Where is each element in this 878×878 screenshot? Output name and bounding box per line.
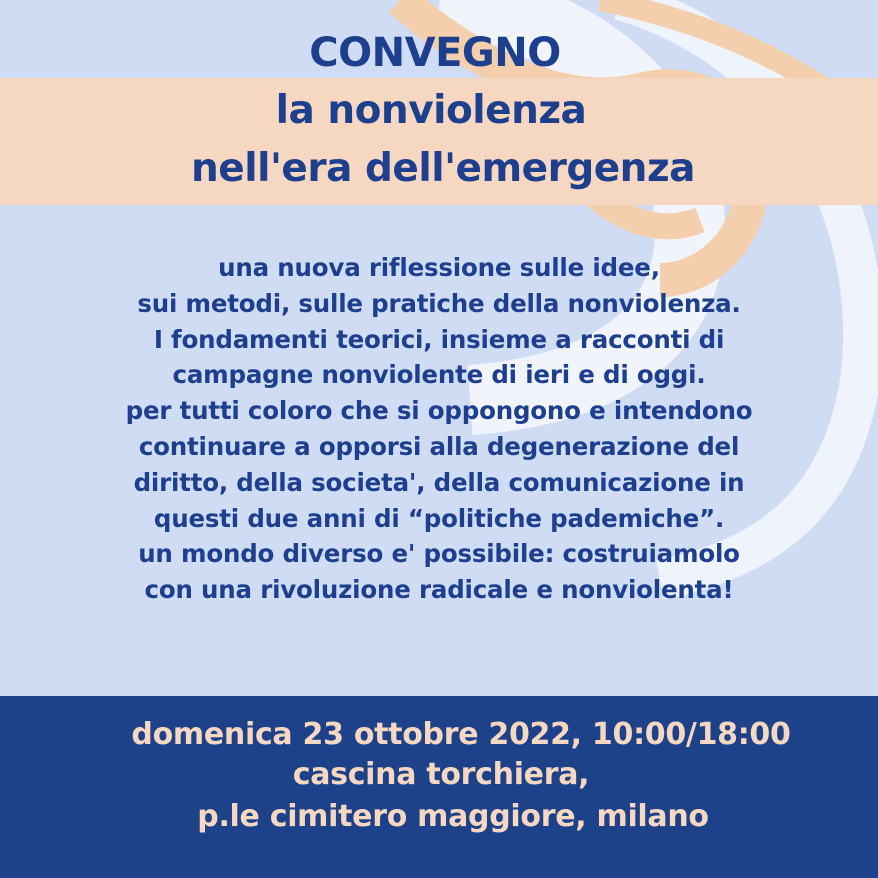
description-line: continuare a opporsi alla degenerazione del [138, 431, 740, 461]
description-line: con una rivoluzione radicale e nonviolenta! [144, 575, 734, 605]
description-line: una nuova riflessione sulle idee, [218, 253, 660, 282]
subtitle-line-1: la nonviolenza [275, 88, 587, 133]
description-line: per tutti coloro che si oppongono e intendono [125, 396, 753, 426]
event-venue: cascina torchiera, [292, 757, 590, 792]
description-line: I fondamenti teorici, insieme a racconti di [153, 324, 725, 354]
description-line: un mondo diverso e' possibile: costruiamolo [138, 539, 740, 569]
description-line: questi due anni di “politiche pademiche”. [153, 503, 725, 533]
description-line: diritto, della societa', della comunicazione in [133, 467, 745, 497]
event-heading: CONVEGNO [309, 30, 561, 76]
description-line: sui metodi, sulle pratiche della nonviolenza. [137, 288, 741, 318]
description-line: campagne nonviolente di ieri e di oggi. [172, 360, 706, 390]
event-details-footer [0, 696, 878, 878]
subtitle-line-2: nell'era dell'emergenza [191, 146, 695, 191]
description [0, 250, 878, 608]
event-address: p.le cimitero maggiore, milano [197, 799, 709, 834]
event-date-time: domenica 23 ottobre 2022, 10:00/18:00 [131, 717, 791, 752]
